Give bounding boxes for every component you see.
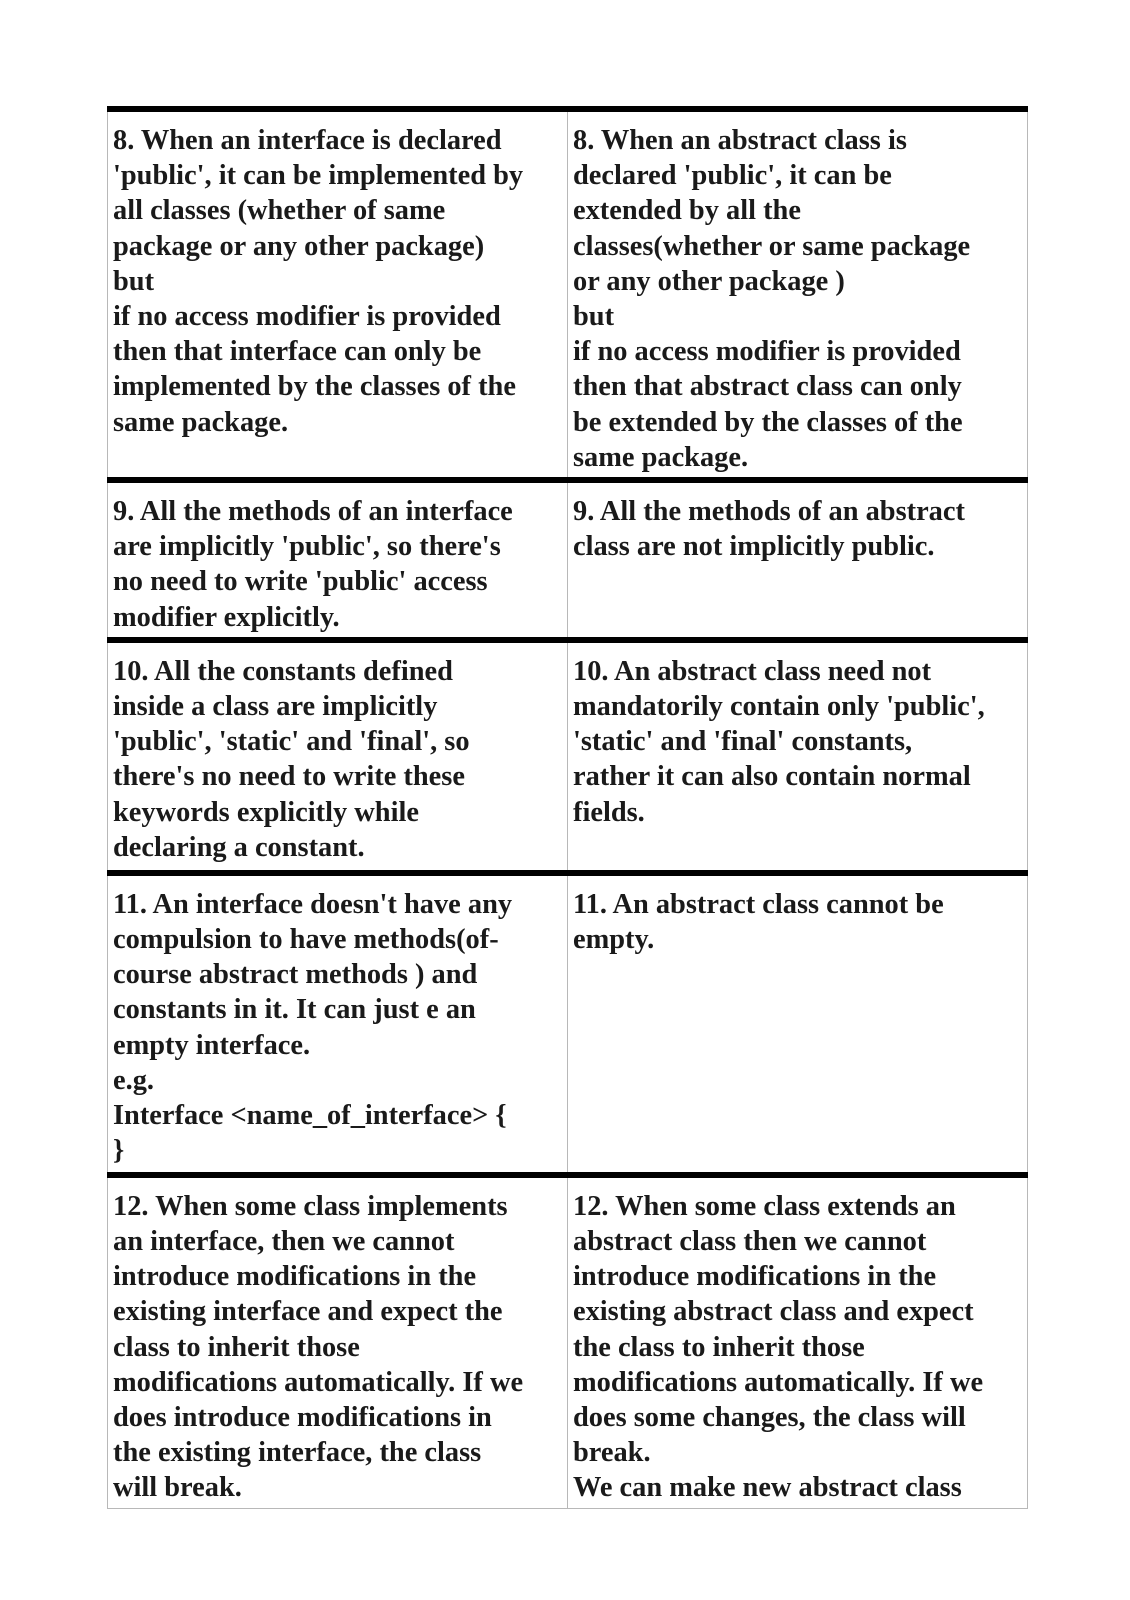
table-row bbox=[108, 109, 1028, 480]
table-row bbox=[108, 873, 1028, 1175]
abstract-class-cell: 12. When some class extends an abstract class then we cannot introduce modifications in the existing abstract class and expect the class to inherit those modifications automatically. If we does some changes, the class will break. We can make new abstract class bbox=[568, 1175, 1028, 1508]
abstract-class-cell: 10. An abstract class need not mandatorily contain only 'public', 'static' and 'final' constants, rather it can also contain normal fields. bbox=[568, 640, 1028, 873]
table-row bbox=[108, 640, 1028, 873]
abstract-class-cell: 9. All the methods of an abstract class are not implicitly public. bbox=[568, 480, 1028, 640]
interface-cell: 12. When some class implements an interface, then we cannot introduce modifications in the existing interface and expect the class to inherit those modifications automatically. If we does introduce modifications in the existing interface, the class will break. bbox=[108, 1175, 568, 1508]
table-row bbox=[108, 1175, 1028, 1508]
interface-cell: 9. All the methods of an interface are implicitly 'public', so there's no need to write 'public' access modifier explicitly. bbox=[108, 480, 568, 640]
interface-cell: 8. When an interface is declared 'public', it can be implemented by all classes (whether of same package or any other package) but if no access modifier is provided then that interface can only be implemented by the classes of the same package. bbox=[108, 109, 568, 480]
abstract-class-cell: 11. An abstract class cannot be empty. bbox=[568, 873, 1028, 1175]
table-row bbox=[108, 480, 1028, 640]
interface-cell: 11. An interface doesn't have any compulsion to have methods(of- course abstract methods ) and constants in it. It can just e an empty interface. e.g. Interface <name_of_interface> { } bbox=[108, 873, 568, 1175]
interface-cell: 10. All the constants defined inside a class are implicitly 'public', 'static' and 'final', so there's no need to write these keywords explicitly while declaring a constant. bbox=[108, 640, 568, 873]
abstract-class-cell: 8. When an abstract class is declared 'public', it can be extended by all the classes(whether or same package or any other package ) but if no access modifier is provided then that abstract class can only be extended by the classes of the same package. bbox=[568, 109, 1028, 480]
comparison-table bbox=[107, 106, 1028, 1509]
